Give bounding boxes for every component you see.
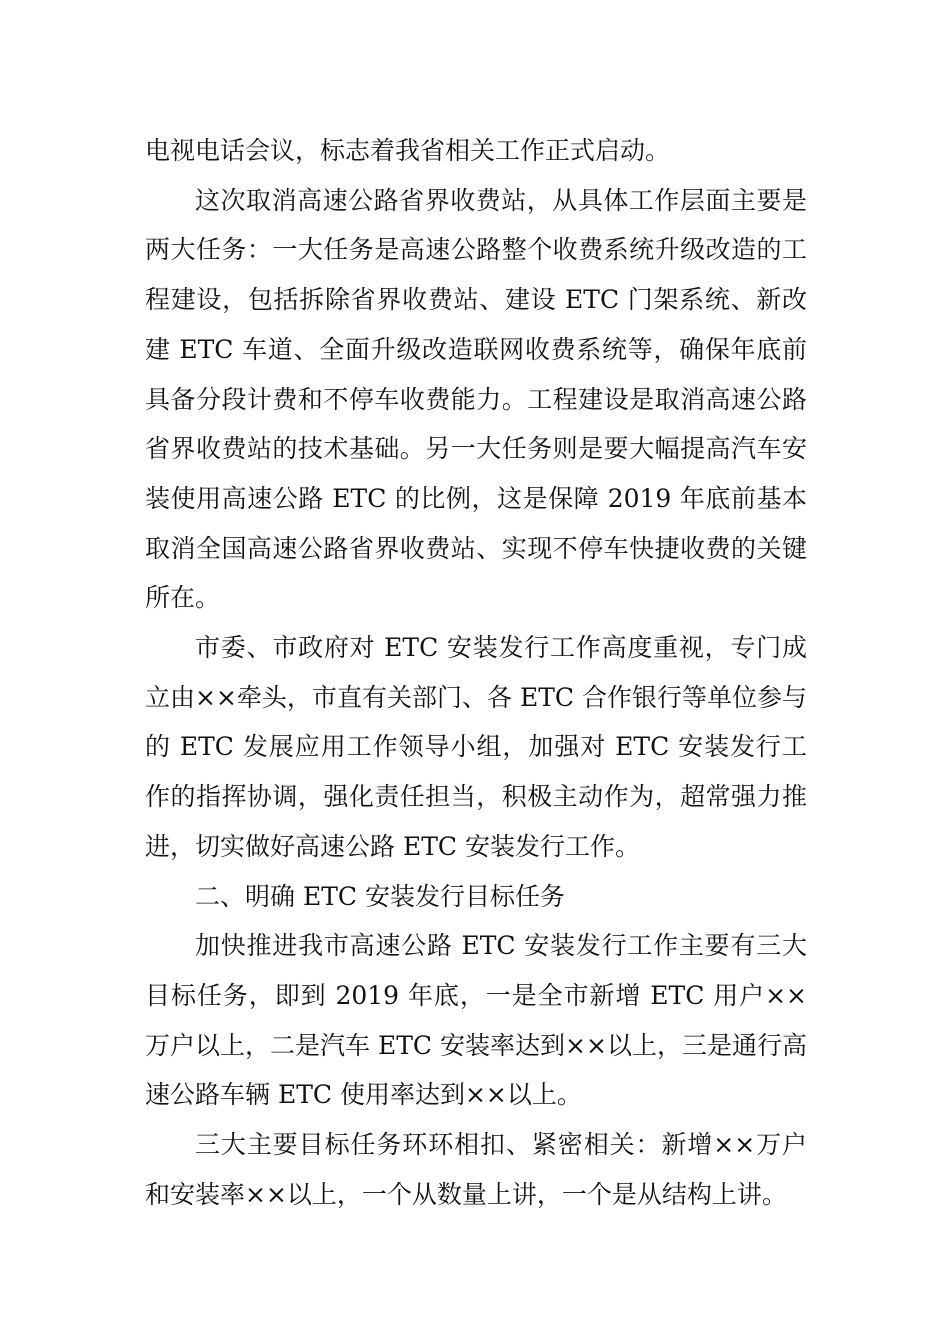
document-body xyxy=(145,126,807,1219)
paragraph-targets: 加快推进我市高速公路 ETC 安装发行工作主要有三大目标任务，即到 2019 年底，一是全市新增 ETC 用户××万户以上，二是汽车 ETC 安装率达到××以上，三是通行高速公路车辆 ETC 使用率达到××以上。 xyxy=(145,931,807,1110)
section-heading: 二、明确 ETC 安装发行目标任务 xyxy=(195,881,565,911)
paragraph-target-relations: 三大主要目标任务环环相扣、紧密相关：新增××万户和安装率××以上，一个从数量上讲，一个是从结构上讲。 xyxy=(145,1130,807,1209)
paragraph-leadership: 市委、市政府对 ETC 安装发行工作高度重视，专门成立由××牵头，市直有关部门、各 ETC 合作银行等单位参与的 ETC 发展应用工作领导小组，加强对 ETC 安装发行工作的指挥协调，强化责任担当，积极主动作为，超常强力推进，切实做好高速公路 ETC 安装发行工作。 xyxy=(145,633,807,861)
paragraph-continuation: 电视电话会议，标志着我省相关工作正式启动。 xyxy=(145,136,671,165)
paragraph-two-tasks: 这次取消高速公路省界收费站，从具体工作层面主要是两大任务：一大任务是高速公路整个收费系统升级改造的工程建设，包括拆除省界收费站、建设 ETC 门架系统、新改建 ETC 车道、全面升级改造联网收费系统等，确保年底前具备分段计费和不停车收费能力。工程建设是取消高速公路省界收费站的技术基础。另一大任务则是要大幅提高汽车安装使用高速公路 ETC 的比例，这是保障 2019 年底前基本取消全国高速公路省界收费站、实现不停车快捷收费的关键所在。 xyxy=(145,185,807,613)
